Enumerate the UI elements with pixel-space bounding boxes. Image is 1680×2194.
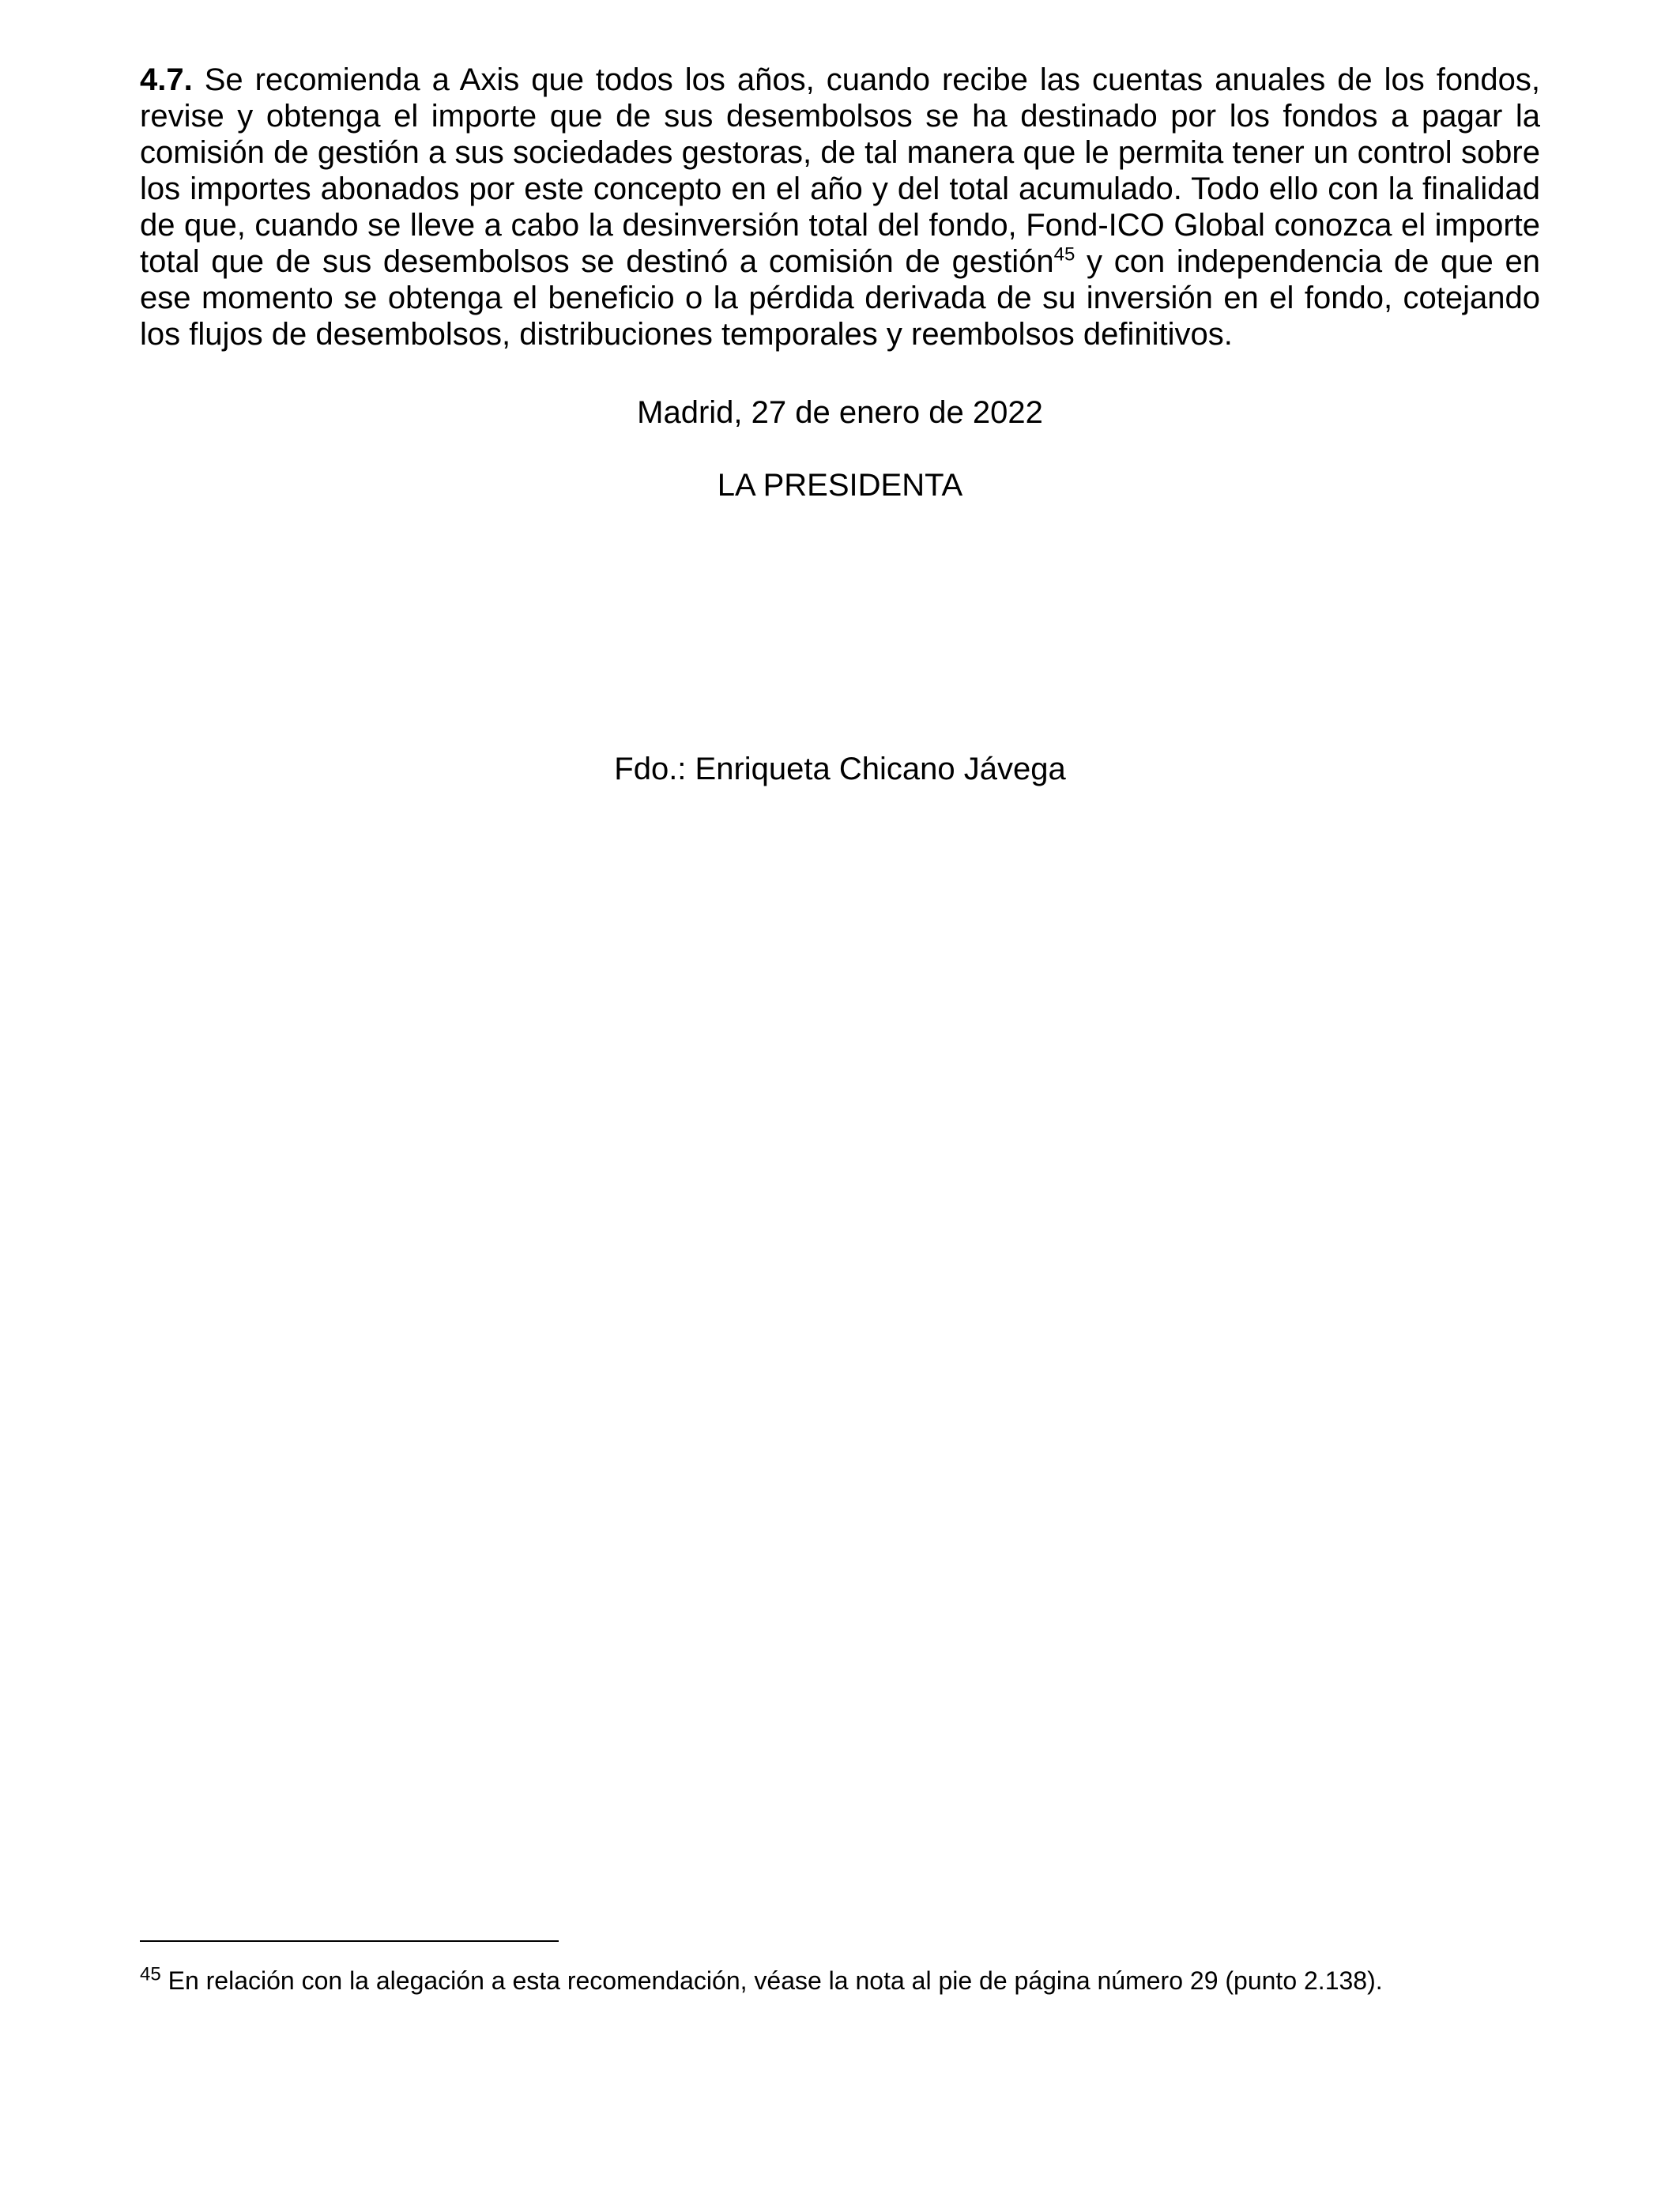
footnote-text: En relación con la alegación a esta recomendación, véase la nota al pie de página número 29 (punto 2.138).: [160, 1966, 1383, 1995]
signatory-title: LA PRESIDENTA: [717, 468, 963, 503]
footnote-reference: 45: [1053, 243, 1075, 266]
recommendation-text-continued: y con independencia de que en ese momento se obtenga el beneficio o la pérdida derivada de su inversión en el fondo, cotejando los flujos de desembolsos, distribuciones temporales y reembolsos definitivos.: [140, 244, 1540, 352]
footnote: [140, 1965, 1540, 1996]
recommendation-number: 4.7.: [140, 62, 193, 97]
signature-line: Fdo.: Enriqueta Chicano Jávega: [614, 752, 1066, 786]
recommendation-text: Se recomienda a Axis que todos los años, cuando recibe las cuentas anuales de los fondos, revise y obtenga el importe que de sus desembolsos se ha destinado por los fondos a pagar la comisión de gestión a sus sociedades gestoras, de tal manera que le permita tener un control sobre los importes abonados por este concepto en el año y del total acumulado. Todo ello con la finalidad de que, cuando se lleve a cabo la desinversión total del fondo, Fond-ICO Global conozca el importe total que de sus desembolsos se destinó a comisión de gestión: [140, 62, 1540, 279]
footnote-separator: [140, 1940, 559, 1942]
footnote-number: 45: [140, 1963, 161, 1985]
place-date: Madrid, 27 de enero de 2022: [637, 395, 1043, 430]
recommendation-paragraph: [140, 62, 1540, 352]
